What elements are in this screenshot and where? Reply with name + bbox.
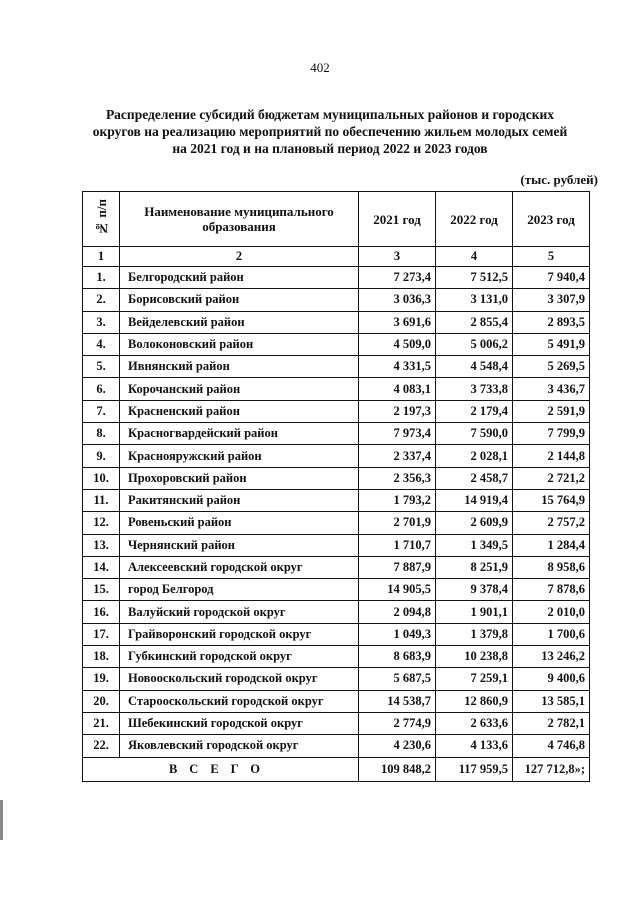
value-2021: 4 083,1 (359, 378, 436, 400)
municipality-name: Старооскольский городской округ (120, 690, 359, 712)
municipality-name: Губкинский городской округ (120, 646, 359, 668)
table-row (83, 378, 590, 400)
value-2021: 3 036,3 (359, 289, 436, 311)
municipality-name: Алексеевский городской округ (120, 556, 359, 578)
value-2023: 13 246,2 (513, 646, 590, 668)
value-2021: 7 887,9 (359, 556, 436, 578)
column-index: 1 (83, 247, 120, 267)
value-2022: 5 006,2 (436, 333, 513, 355)
municipality-name: Яковлевский городской округ (120, 735, 359, 757)
table-row (83, 735, 590, 757)
value-2023: 8 958,6 (513, 556, 590, 578)
table-row (83, 556, 590, 578)
value-2023: 2 782,1 (513, 712, 590, 734)
table-row (83, 356, 590, 378)
value-2022: 1 901,1 (436, 601, 513, 623)
value-2021: 2 701,9 (359, 512, 436, 534)
value-2021: 2 774,9 (359, 712, 436, 734)
row-number: 11. (83, 489, 120, 511)
value-2021: 8 683,9 (359, 646, 436, 668)
table-row (83, 512, 590, 534)
value-2023: 5 491,9 (513, 333, 590, 355)
title-line-3: на 2021 год и на плановый период 2022 и 2023 годов (172, 141, 488, 156)
value-2021: 1 049,3 (359, 623, 436, 645)
value-2023: 7 799,9 (513, 423, 590, 445)
value-2022: 2 458,7 (436, 467, 513, 489)
table-row (83, 623, 590, 645)
value-2021: 14 538,7 (359, 690, 436, 712)
table-row (83, 712, 590, 734)
header-num-label: № п/п (93, 199, 109, 236)
row-number: 21. (83, 712, 120, 734)
header-2023: 2023 год (513, 192, 590, 247)
value-2023: 2 757,2 (513, 512, 590, 534)
table-row (83, 534, 590, 556)
row-number: 8. (83, 423, 120, 445)
table-row (83, 333, 590, 355)
value-2021: 14 905,5 (359, 579, 436, 601)
title-line-2: округов на реализацию мероприятий по обеспечению жильем молодых семей (92, 124, 568, 139)
municipality-name: Белгородский район (120, 267, 359, 289)
value-2022: 7 512,5 (436, 267, 513, 289)
value-2023: 2 591,9 (513, 400, 590, 422)
table-row (83, 579, 590, 601)
table-row (83, 311, 590, 333)
table-row (83, 423, 590, 445)
row-number: 2. (83, 289, 120, 311)
value-2022: 8 251,9 (436, 556, 513, 578)
table-row (83, 690, 590, 712)
value-2021: 2 337,4 (359, 445, 436, 467)
column-index: 3 (359, 247, 436, 267)
municipality-name: Грайворонский городской округ (120, 623, 359, 645)
header-name: Наименование муниципального образования (120, 192, 359, 247)
municipality-name: Красногвардейский район (120, 423, 359, 445)
value-2021: 1 710,7 (359, 534, 436, 556)
row-number: 18. (83, 646, 120, 668)
municipality-name: Прохоровский район (120, 467, 359, 489)
value-2023: 15 764,9 (513, 489, 590, 511)
municipality-name: Вейделевский район (120, 311, 359, 333)
row-number: 20. (83, 690, 120, 712)
header-num (83, 192, 120, 247)
municipality-name: Чернянский район (120, 534, 359, 556)
table-row (83, 668, 590, 690)
column-index: 4 (436, 247, 513, 267)
subsidy-table (82, 191, 590, 782)
value-2022: 7 590,0 (436, 423, 513, 445)
municipality-name: Новооскольский городской округ (120, 668, 359, 690)
value-2021: 2 094,8 (359, 601, 436, 623)
row-number: 3. (83, 311, 120, 333)
row-number: 9. (83, 445, 120, 467)
column-index-row (83, 247, 590, 267)
value-2021: 1 793,2 (359, 489, 436, 511)
row-number: 22. (83, 735, 120, 757)
value-2022: 2 179,4 (436, 400, 513, 422)
table-row (83, 467, 590, 489)
table-row (83, 445, 590, 467)
municipality-name: Краснояружский район (120, 445, 359, 467)
value-2023: 2 893,5 (513, 311, 590, 333)
municipality-name: Борисовский район (120, 289, 359, 311)
value-2023: 2 144,8 (513, 445, 590, 467)
value-2023: 3 436,7 (513, 378, 590, 400)
row-number: 15. (83, 579, 120, 601)
title-line-1: Распределение субсидий бюджетам муниципальных районов и городских (105, 107, 555, 122)
value-2022: 7 259,1 (436, 668, 513, 690)
municipality-name: Ровеньский район (120, 512, 359, 534)
table-row (83, 267, 590, 289)
value-2022: 2 028,1 (436, 445, 513, 467)
row-number: 5. (83, 356, 120, 378)
row-number: 12. (83, 512, 120, 534)
municipality-name: Корочанский район (120, 378, 359, 400)
value-2022: 3 131,0 (436, 289, 513, 311)
table-row (83, 489, 590, 511)
row-number: 13. (83, 534, 120, 556)
row-number: 10. (83, 467, 120, 489)
value-2021: 7 273,4 (359, 267, 436, 289)
value-2023: 7 940,4 (513, 267, 590, 289)
document-title (60, 106, 600, 157)
municipality-name: Красненский район (120, 400, 359, 422)
municipality-name: Ракитянский район (120, 489, 359, 511)
row-number: 17. (83, 623, 120, 645)
value-2023: 1 284,4 (513, 534, 590, 556)
row-number: 7. (83, 400, 120, 422)
row-number: 16. (83, 601, 120, 623)
value-2023: 7 878,6 (513, 579, 590, 601)
value-2021: 2 197,3 (359, 400, 436, 422)
value-2021: 4 509,0 (359, 333, 436, 355)
value-2023: 5 269,5 (513, 356, 590, 378)
municipality-name: Валуйский городской округ (120, 601, 359, 623)
municipality-name: Ивнянский район (120, 356, 359, 378)
row-number: 14. (83, 556, 120, 578)
value-2022: 2 633,6 (436, 712, 513, 734)
row-number: 1. (83, 267, 120, 289)
header-2021: 2021 год (359, 192, 436, 247)
column-index: 2 (120, 247, 359, 267)
total-2023: 127 712,8»; (513, 757, 590, 781)
total-label: ВСЕГО (83, 757, 359, 781)
row-number: 19. (83, 668, 120, 690)
value-2022: 10 238,8 (436, 646, 513, 668)
value-2023: 9 400,6 (513, 668, 590, 690)
total-2021: 109 848,2 (359, 757, 436, 781)
value-2022: 14 919,4 (436, 489, 513, 511)
municipality-name: город Белгород (120, 579, 359, 601)
column-index: 5 (513, 247, 590, 267)
value-2021: 4 230,6 (359, 735, 436, 757)
table-row (83, 289, 590, 311)
total-row (83, 757, 590, 781)
table-header-row (83, 192, 590, 247)
value-2022: 12 860,9 (436, 690, 513, 712)
municipality-name: Шебекинский городской округ (120, 712, 359, 734)
value-2021: 4 331,5 (359, 356, 436, 378)
value-2021: 3 691,6 (359, 311, 436, 333)
value-2023: 2 010,0 (513, 601, 590, 623)
municipality-name: Волоконовский район (120, 333, 359, 355)
value-2023: 4 746,8 (513, 735, 590, 757)
value-2022: 1 349,5 (436, 534, 513, 556)
value-2023: 13 585,1 (513, 690, 590, 712)
value-2021: 2 356,3 (359, 467, 436, 489)
page-number: 402 (310, 60, 330, 75)
value-2022: 2 609,9 (436, 512, 513, 534)
value-2021: 7 973,4 (359, 423, 436, 445)
scan-edge-mark (0, 800, 3, 840)
table-row (83, 601, 590, 623)
row-number: 4. (83, 333, 120, 355)
value-2022: 1 379,8 (436, 623, 513, 645)
value-2022: 4 133,6 (436, 735, 513, 757)
table-row (83, 646, 590, 668)
unit-label: (тыс. рублей) (520, 172, 598, 187)
value-2021: 5 687,5 (359, 668, 436, 690)
table-row (83, 400, 590, 422)
total-2022: 117 959,5 (436, 757, 513, 781)
value-2022: 3 733,8 (436, 378, 513, 400)
value-2023: 1 700,6 (513, 623, 590, 645)
value-2022: 2 855,4 (436, 311, 513, 333)
value-2022: 4 548,4 (436, 356, 513, 378)
value-2023: 3 307,9 (513, 289, 590, 311)
value-2023: 2 721,2 (513, 467, 590, 489)
value-2022: 9 378,4 (436, 579, 513, 601)
row-number: 6. (83, 378, 120, 400)
header-2022: 2022 год (436, 192, 513, 247)
